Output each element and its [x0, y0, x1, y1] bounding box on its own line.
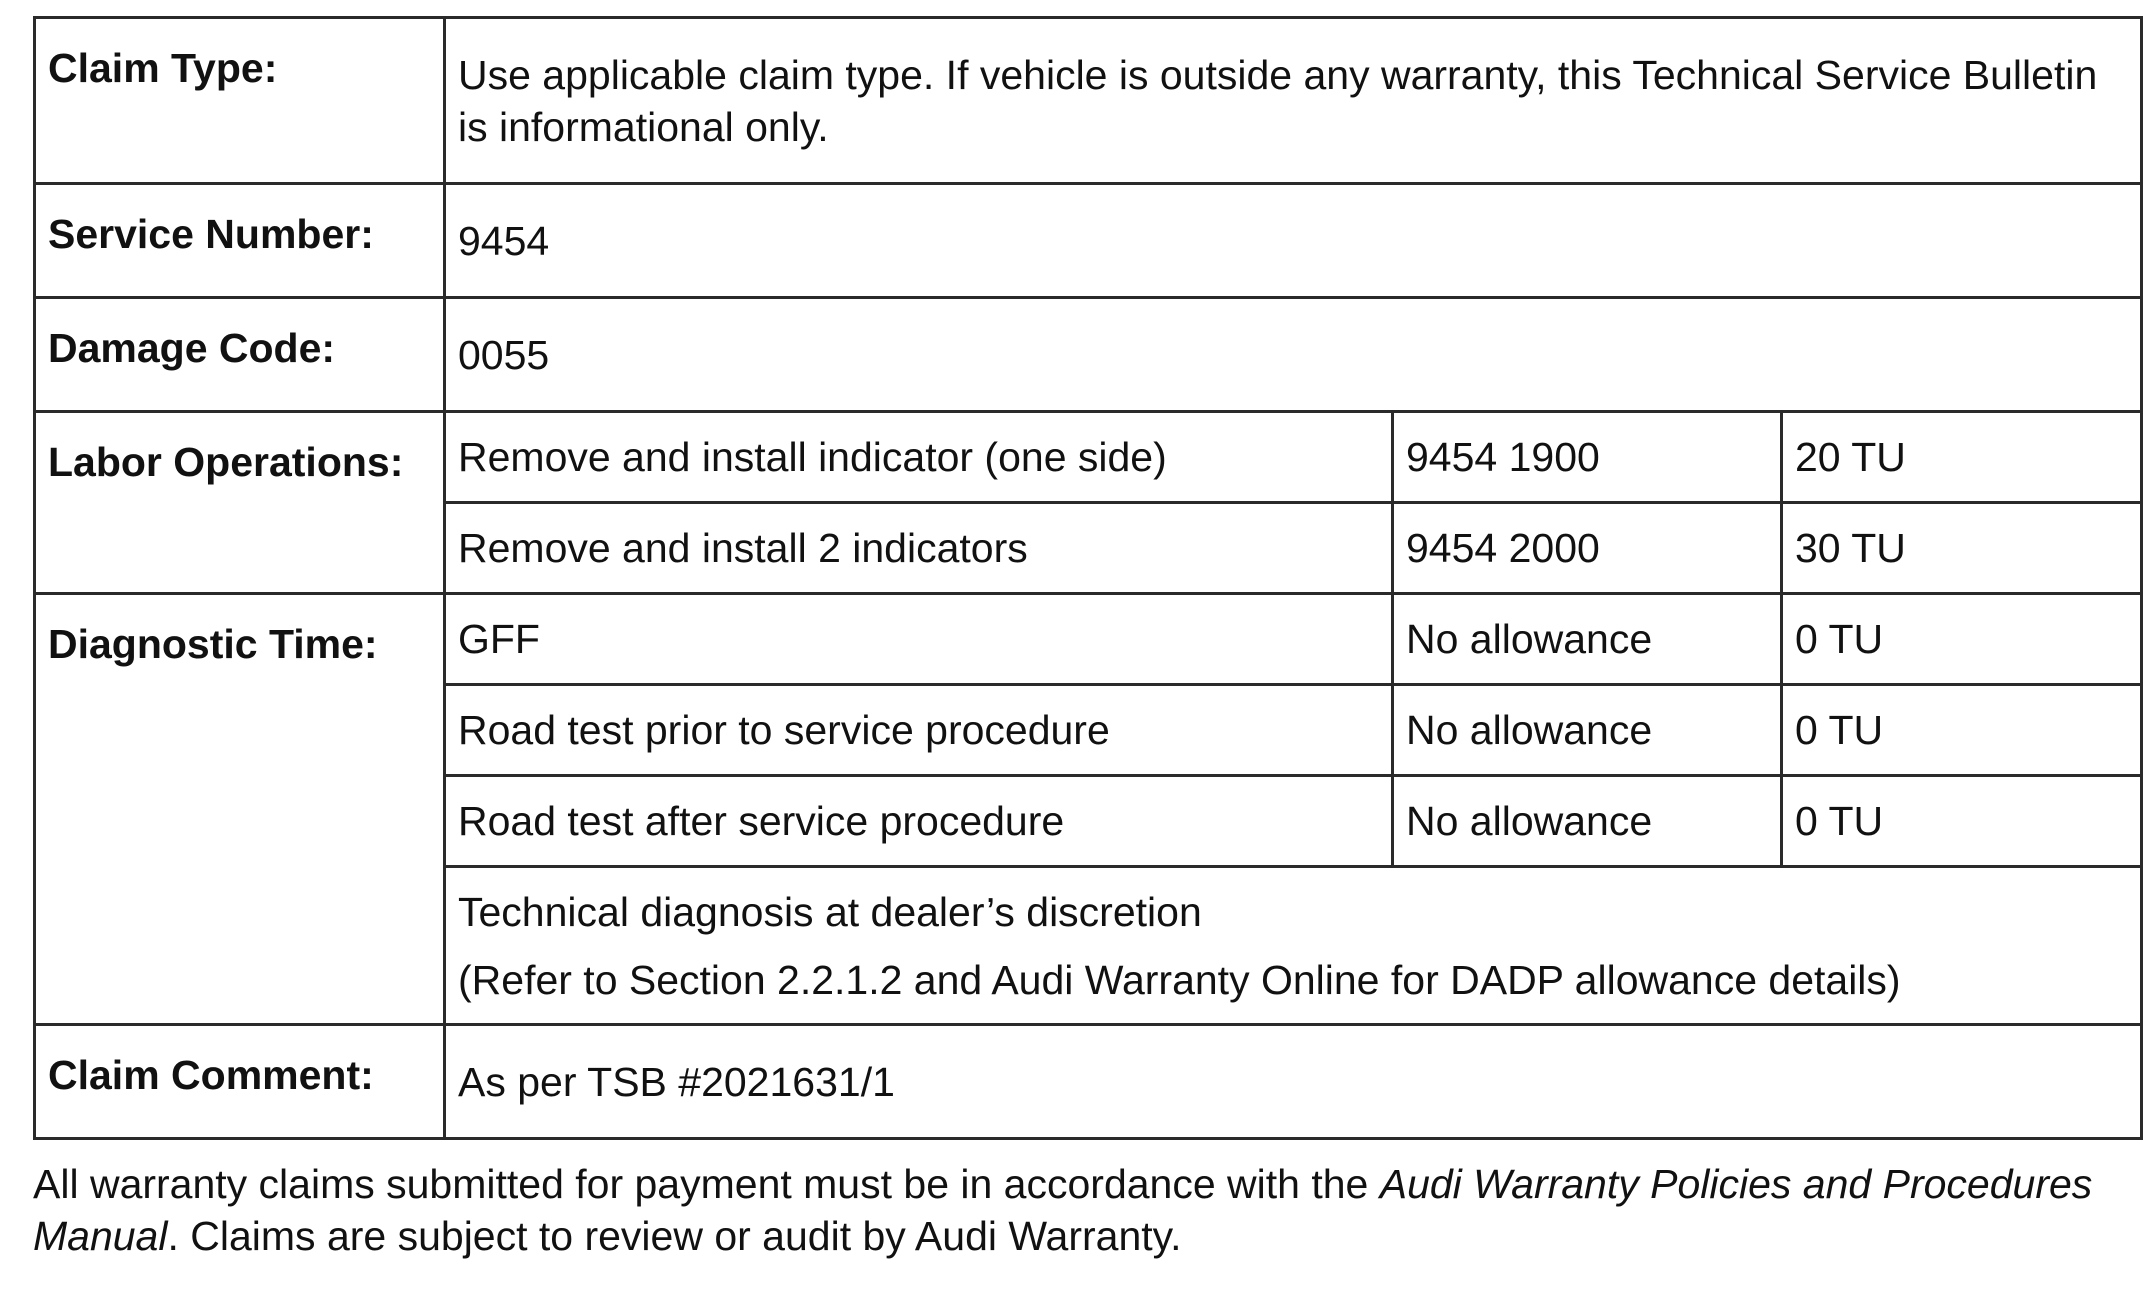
labor-operations-label: Labor Operations: — [35, 412, 445, 594]
claim-comment-value: As per TSB #2021631/1 — [445, 1025, 2142, 1139]
labor-operation-row — [35, 412, 2142, 503]
damage-code-label: Damage Code: — [35, 298, 445, 412]
service-number-value: 9454 — [445, 184, 2142, 298]
diagnostic-description: Road test prior to service procedure — [445, 685, 1393, 776]
claim-table — [33, 16, 2143, 1140]
diagnostic-time-label: Diagnostic Time: — [35, 594, 445, 1025]
labor-operation-time: 30 TU — [1782, 503, 2142, 594]
service-number-row — [35, 184, 2142, 298]
claim-comment-label: Claim Comment: — [35, 1025, 445, 1139]
claim-type-label: Claim Type: — [35, 18, 445, 184]
claim-comment-row — [35, 1025, 2142, 1139]
labor-operation-time: 20 TU — [1782, 412, 2142, 503]
warranty-claim-document — [33, 16, 2140, 1303]
manual-title: Audi Warranty Policies and Procedures Manual — [33, 1161, 2093, 1259]
technical-diagnosis-cell — [445, 867, 2142, 1025]
labor-operation-code: 9454 2000 — [1393, 503, 1782, 594]
diagnostic-description: Road test after service procedure — [445, 776, 1393, 867]
claim-type-row — [35, 18, 2142, 184]
technical-diagnosis-text: Technical diagnosis at dealer’s discretion — [458, 888, 1202, 935]
labor-operation-description: Remove and install indicator (one side) — [445, 412, 1393, 503]
claim-type-value: Use applicable claim type. If vehicle is outside any warranty, this Technical Service Bulletin is informational only. — [445, 18, 2142, 184]
diagnostic-allowance: No allowance — [1393, 776, 1782, 867]
warranty-footnote — [33, 1158, 2140, 1262]
technical-diagnosis-reference: (Refer to Section 2.2.1.2 and Audi Warranty Online for DADP allowance details) — [458, 956, 1901, 1003]
damage-code-row — [35, 298, 2142, 412]
service-number-label: Service Number: — [35, 184, 445, 298]
diagnostic-allowance: No allowance — [1393, 594, 1782, 685]
diagnostic-time-row — [35, 594, 2142, 685]
damage-code-value: 0055 — [445, 298, 2142, 412]
labor-operation-description: Remove and install 2 indicators — [445, 503, 1393, 594]
footnote-text-start: All warranty claims submitted for payment must be in accordance with the — [33, 1161, 1380, 1207]
diagnostic-time: 0 TU — [1782, 685, 2142, 776]
labor-operation-code: 9454 1900 — [1393, 412, 1782, 503]
diagnostic-description: GFF — [445, 594, 1393, 685]
diagnostic-time: 0 TU — [1782, 594, 2142, 685]
footnote-text-end: . Claims are subject to review or audit by Audi Warranty. — [167, 1213, 1182, 1259]
diagnostic-allowance: No allowance — [1393, 685, 1782, 776]
diagnostic-time: 0 TU — [1782, 776, 2142, 867]
